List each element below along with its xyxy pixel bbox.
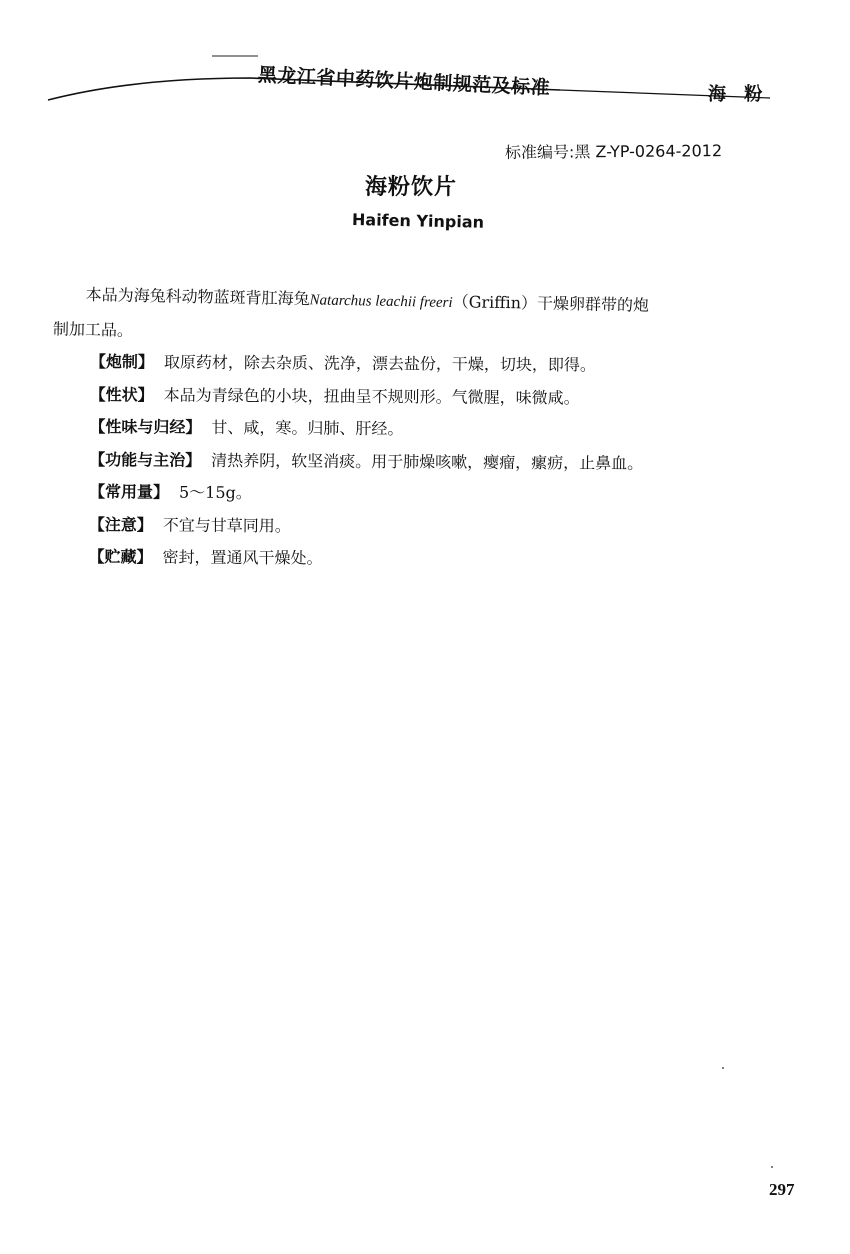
entry-label: 【注意】 bbox=[88, 514, 153, 534]
entry-label: 【贮藏】 bbox=[88, 546, 153, 567]
entry-storage bbox=[88, 541, 768, 578]
running-header-title: 黑龙江省中药饮片炮制规范及标准 bbox=[257, 64, 551, 100]
entry-text: 5～15g。 bbox=[178, 482, 252, 503]
intro-latin-name: Natarchus leachii freeri bbox=[309, 292, 453, 312]
entry-characteristics bbox=[90, 378, 770, 415]
entry-text: 本品为青绿色的小块，扭曲呈不规则形。气微腥，味微咸。 bbox=[163, 385, 580, 407]
page-number: 297 bbox=[769, 1180, 795, 1199]
monograph-entries bbox=[88, 346, 770, 578]
intro-text-line2: 制加工品。 bbox=[52, 319, 134, 340]
entry-dosage bbox=[89, 476, 769, 513]
entry-text: 取原药材，除去杂质、洗净，漂去盐份，干燥，切块，即得。 bbox=[163, 352, 596, 375]
entry-text: 清热养阴，软坚消痰。用于肺燥咳嗽，瘿瘤，瘰疬，止鼻血。 bbox=[211, 450, 644, 473]
page-title: 海粉饮片 bbox=[365, 175, 458, 200]
entry-nature-meridian bbox=[89, 411, 769, 448]
page-subtitle-pinyin: Haifen Yinpian bbox=[351, 210, 485, 232]
entry-label: 【炮制】 bbox=[89, 351, 154, 372]
entry-label: 【常用量】 bbox=[88, 481, 170, 502]
running-header-section: 海 粉 bbox=[708, 84, 769, 105]
entry-text: 甘、咸，寒。归肺、肝经。 bbox=[211, 417, 404, 439]
standard-number: 标准编号:黑 Z-YP-0264-2012 bbox=[504, 141, 723, 162]
intro-text-after-latin: （Griffin）干燥卵群带的炮 bbox=[452, 292, 650, 315]
entry-label: 【功能与主治】 bbox=[89, 449, 202, 470]
intro-text-before-latin: 本品为海兔科动物蓝斑背肛海兔 bbox=[85, 284, 310, 309]
scan-speck bbox=[722, 1067, 724, 1069]
entry-functions-indications bbox=[89, 443, 769, 480]
entry-text: 不宜与甘草同用。 bbox=[162, 515, 291, 535]
entry-processing bbox=[90, 346, 770, 383]
entry-precautions bbox=[89, 508, 769, 545]
entry-label: 【性状】 bbox=[89, 384, 154, 404]
entry-label: 【性味与归经】 bbox=[89, 416, 202, 437]
entry-text: 密封，置通风干燥处。 bbox=[162, 547, 323, 568]
scan-speck bbox=[771, 1166, 773, 1168]
